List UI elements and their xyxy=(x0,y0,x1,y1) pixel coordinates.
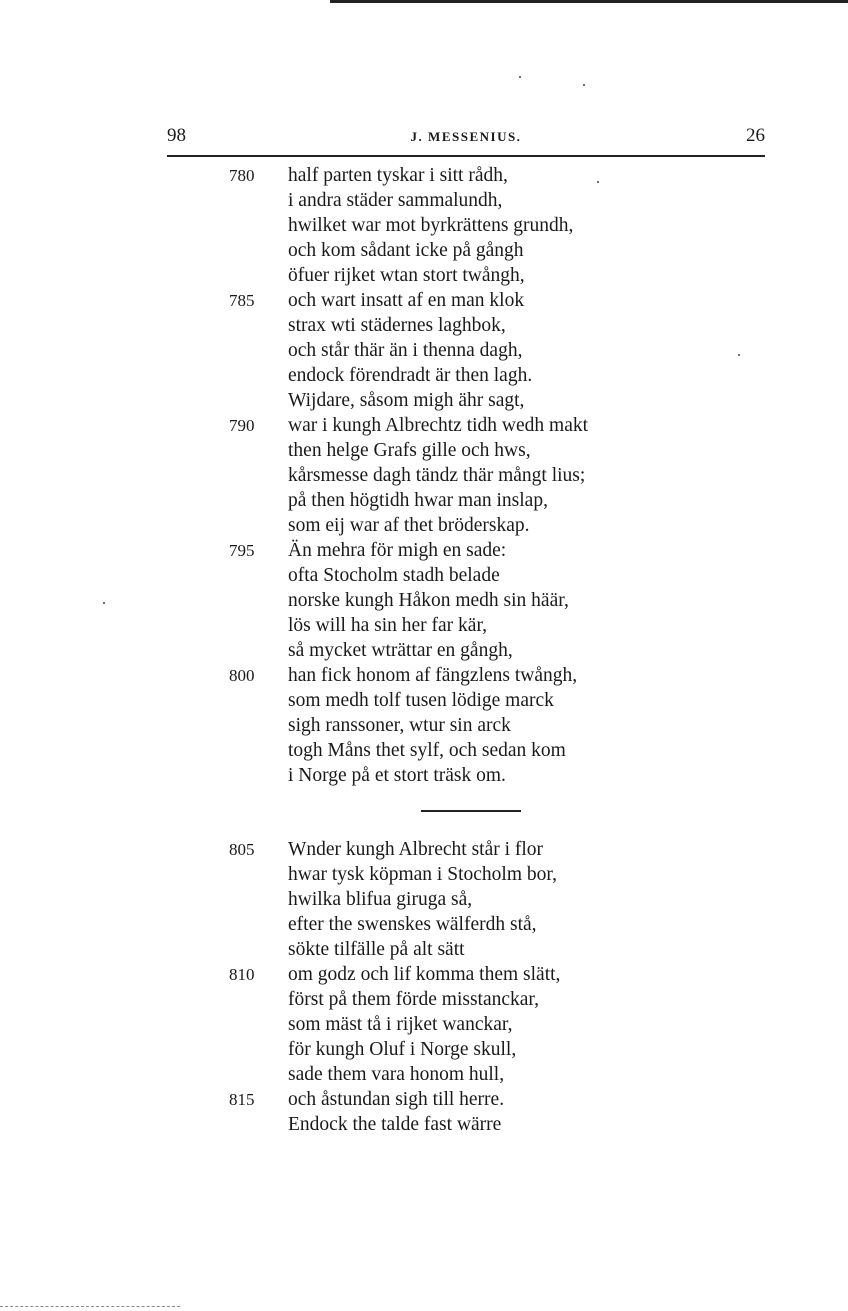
verse-line xyxy=(0,263,848,288)
verse-text: för kungh Oluf i Norge skull, xyxy=(288,1039,517,1060)
verse-line xyxy=(0,563,848,588)
line-number: 795 xyxy=(229,541,255,560)
verse-line xyxy=(0,238,848,263)
verse-text: som eij war af thet bröderskap. xyxy=(288,515,530,536)
verse-text: Wnder kungh Albrecht står i flor xyxy=(288,839,544,860)
paper-speck xyxy=(738,354,740,356)
verse-text: Wijdare, såsom migh ähr sagt, xyxy=(288,390,525,411)
sheet-number: 26 xyxy=(746,125,765,146)
verse-text: endock förendradt är then lagh. xyxy=(288,365,533,386)
verse-line xyxy=(0,163,848,188)
header-rule xyxy=(167,155,765,157)
verse-text: then helge Grafs gille och hws, xyxy=(288,440,531,461)
verse-line xyxy=(0,738,848,763)
verse-line xyxy=(0,538,848,563)
verse-text: på then högtidh hwar man inslap, xyxy=(288,490,548,511)
verse-text: lös will ha sin her far kär, xyxy=(288,615,488,636)
page-header xyxy=(167,125,765,149)
verse-line xyxy=(0,388,848,413)
verse-text: så mycket wträttar en gångh, xyxy=(288,640,513,661)
verse-text: efter the swenskes wälferdh stå, xyxy=(288,914,537,935)
section-divider xyxy=(421,810,521,812)
verse-text: först på them förde misstanckar, xyxy=(288,989,540,1010)
verse-text: som mäst tå i rijket wanckar, xyxy=(288,1014,513,1035)
verse-text: Endock the talde fast wärre xyxy=(288,1114,502,1135)
verse-line xyxy=(0,288,848,313)
verse-line xyxy=(0,438,848,463)
verse-line xyxy=(0,912,848,937)
verse-line xyxy=(0,613,848,638)
verse-text: i Norge på et stort träsk om. xyxy=(288,765,506,786)
verse-line xyxy=(0,188,848,213)
paper-speck xyxy=(597,181,599,183)
verse-line xyxy=(0,837,848,862)
verse-line xyxy=(0,1062,848,1087)
poem-stanza-1 xyxy=(0,163,848,788)
line-number: 800 xyxy=(229,666,255,685)
verse-text: Än mehra för migh en sade: xyxy=(288,540,507,561)
line-number: 785 xyxy=(229,291,255,310)
verse-line xyxy=(0,962,848,987)
verse-text: strax wti städernes laghbok, xyxy=(288,315,506,336)
verse-line xyxy=(0,338,848,363)
verse-line xyxy=(0,638,848,663)
verse-text: öfuer rijket wtan stort twångh, xyxy=(288,265,525,286)
verse-line xyxy=(0,763,848,788)
line-number: 780 xyxy=(229,166,255,185)
verse-line xyxy=(0,1112,848,1137)
paper-speck xyxy=(583,84,585,86)
running-head: J. MESSENIUS. xyxy=(410,129,522,144)
verse-line xyxy=(0,937,848,962)
verse-text: half parten tyskar i sitt rådh, xyxy=(288,165,508,186)
verse-line xyxy=(0,213,848,238)
verse-line xyxy=(0,513,848,538)
paper-speck xyxy=(103,602,105,604)
verse-text: kårsmesse dagh tändz thär mångt lius; xyxy=(288,465,586,486)
verse-text: och kom sådant icke på gångh xyxy=(288,240,524,261)
verse-line xyxy=(0,488,848,513)
top-edge-rule xyxy=(330,0,848,3)
verse-text: sökte tilfälle på alt sätt xyxy=(288,939,465,960)
verse-text: norske kungh Håkon medh sin häär, xyxy=(288,590,569,611)
verse-text: i andra städer sammalundh, xyxy=(288,190,503,211)
verse-line xyxy=(0,663,848,688)
verse-line xyxy=(0,887,848,912)
verse-line xyxy=(0,713,848,738)
verse-text: hwilka blifua giruga så, xyxy=(288,889,473,910)
page-number: 98 xyxy=(167,125,186,146)
verse-text: han fick honom af fängzlens twångh, xyxy=(288,665,578,686)
line-number: 815 xyxy=(229,1090,255,1109)
line-number: 805 xyxy=(229,840,255,859)
verse-text: hwar tysk köpman i Stocholm bor, xyxy=(288,864,557,885)
verse-line xyxy=(0,1087,848,1112)
verse-text: sigh ranssoner, wtur sin arck xyxy=(288,715,511,736)
verse-line xyxy=(0,987,848,1012)
verse-text: och åstundan sigh till herre. xyxy=(288,1089,505,1110)
verse-text: war i kungh Albrechtz tidh wedh makt xyxy=(288,415,589,436)
verse-text: sade them vara honom hull, xyxy=(288,1064,505,1085)
bottom-edge-mark xyxy=(0,1306,180,1307)
paper-speck xyxy=(519,76,521,78)
verse-text: och wart insatt af en man klok xyxy=(288,290,525,311)
verse-text: togh Måns thet sylf, och sedan kom xyxy=(288,740,566,761)
verse-line xyxy=(0,862,848,887)
verse-line xyxy=(0,1012,848,1037)
verse-line xyxy=(0,463,848,488)
verse-text: ofta Stocholm stadh belade xyxy=(288,565,500,586)
line-number: 810 xyxy=(229,965,255,984)
line-number: 790 xyxy=(229,416,255,435)
verse-line xyxy=(0,413,848,438)
verse-line xyxy=(0,1037,848,1062)
verse-line xyxy=(0,588,848,613)
verse-text: om godz och lif komma them slätt, xyxy=(288,964,561,985)
verse-text: som medh tolf tusen lödige marck xyxy=(288,690,554,711)
poem-stanza-2 xyxy=(0,837,848,1137)
verse-line xyxy=(0,688,848,713)
verse-text: hwilket war mot byrkrättens grundh, xyxy=(288,215,574,236)
verse-text: och står thär än i thenna dagh, xyxy=(288,340,523,361)
verse-line xyxy=(0,313,848,338)
verse-line xyxy=(0,363,848,388)
